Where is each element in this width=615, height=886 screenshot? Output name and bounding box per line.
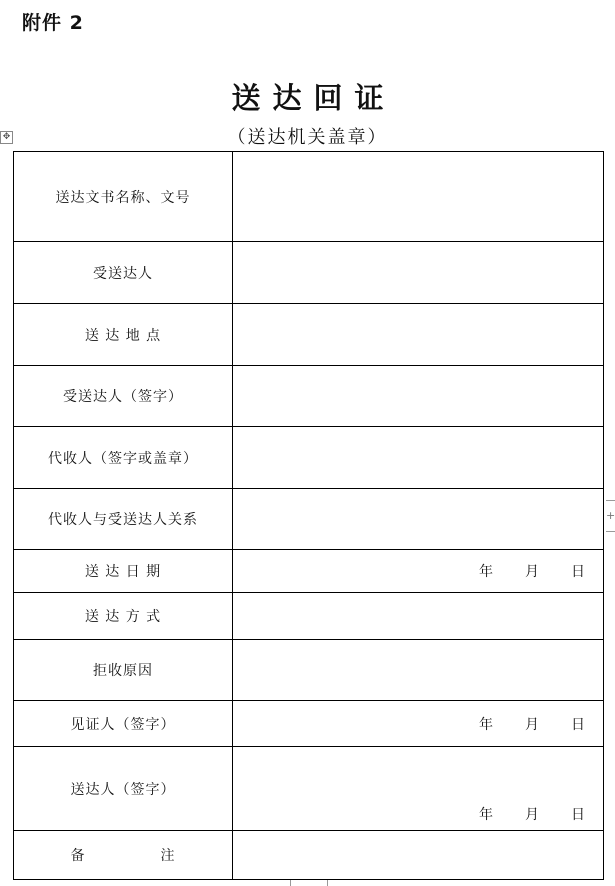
- document-subtitle: （送达机关盖章）: [227, 127, 388, 148]
- table-move-handle-icon[interactable]: ✥: [0, 131, 13, 144]
- table-row: [14, 831, 603, 879]
- year-label: 年: [479, 716, 493, 733]
- year-label: 年: [479, 564, 493, 580]
- document-name-field[interactable]: [233, 152, 603, 241]
- recipient-signature-field[interactable]: [233, 366, 603, 426]
- proxy-signature-field[interactable]: [233, 427, 603, 488]
- table-row: [14, 427, 603, 489]
- recipient-field[interactable]: [233, 242, 603, 303]
- row-label-delivery-method: 送 达 方 式: [14, 593, 233, 639]
- delivery-date-field[interactable]: [233, 550, 603, 592]
- witness-signature-field[interactable]: [233, 701, 603, 746]
- refusal-reason-field[interactable]: [233, 640, 603, 700]
- deliverer-signature-field[interactable]: [233, 747, 603, 830]
- table-row: [14, 152, 603, 242]
- table-row: [14, 304, 603, 366]
- table-row: [14, 489, 603, 550]
- row-label-delivery-date: 送 达 日 期: [14, 550, 233, 592]
- attachment-label: 附件 2: [22, 12, 84, 34]
- row-label-proxy-relationship: 代收人与受送达人关系: [14, 489, 233, 549]
- day-label: 日: [571, 564, 585, 580]
- row-label-proxy-signature: 代收人（签字或盖章）: [14, 427, 233, 488]
- day-label: 日: [571, 716, 585, 733]
- month-label: 月: [525, 807, 539, 823]
- table-row: [14, 550, 603, 593]
- delivery-method-field[interactable]: [233, 593, 603, 639]
- table-row: [14, 593, 603, 640]
- date-fields: [479, 561, 585, 581]
- table-row: [14, 242, 603, 304]
- date-fields: [479, 714, 585, 734]
- document-title: 送达回证: [231, 81, 396, 115]
- row-label-document-name: 送达文书名称、文号: [14, 152, 233, 241]
- row-label-refusal-reason: 拒收原因: [14, 640, 233, 700]
- remarks-field[interactable]: [233, 831, 603, 879]
- row-label-remarks: 备 注: [14, 831, 233, 879]
- address-field[interactable]: [233, 304, 603, 365]
- delivery-receipt-table: [13, 151, 604, 880]
- day-label: 日: [571, 807, 585, 823]
- proxy-relationship-field[interactable]: [233, 489, 603, 549]
- row-label-recipient: 受送达人: [14, 242, 233, 303]
- page-edge-marker: [290, 880, 328, 886]
- month-label: 月: [525, 564, 539, 580]
- month-label: 月: [525, 716, 539, 733]
- date-fields: [479, 804, 585, 824]
- year-label: 年: [479, 807, 493, 823]
- row-label-witness-signature: 见证人（签字）: [14, 701, 233, 746]
- table-row: [14, 640, 603, 701]
- table-row: [14, 701, 603, 747]
- table-row: [14, 747, 603, 831]
- row-label-recipient-signature: 受送达人（签字）: [14, 366, 233, 426]
- table-row: [14, 366, 603, 427]
- row-label-address: 送 达 地 点: [14, 304, 233, 365]
- row-label-deliverer-signature: 送达人（签字）: [14, 747, 233, 830]
- table-resize-handle-icon[interactable]: +: [606, 500, 615, 532]
